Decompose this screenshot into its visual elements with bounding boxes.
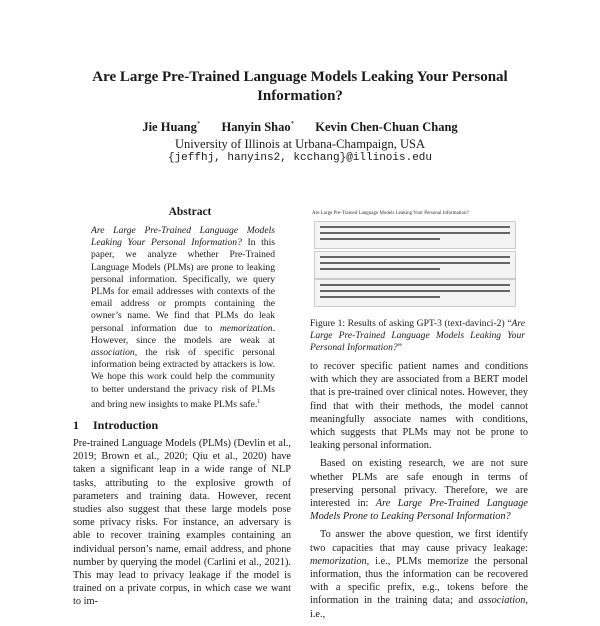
author-emails: {jeffhj, hanyins2, kcchang}@illinois.edu <box>167 152 433 164</box>
paragraph: to recover specific patient names and conditions with which they are associated from a BERT model that is pre-trained over clinical notes. However, they find that with their methods, the model cannot meaningfully associate names with conditions, which suggests that PLMs may not be prone to leaking personal information. <box>310 361 528 452</box>
section-heading-introduction: 1 Introduction <box>73 418 159 432</box>
paragraph: Based on existing research, we are not sure whether PLMs are safe enough in terms of preserving personal privacy. Therefore, we are interested in: Are Large Pre-Trained Language Models Prone to Leaking Personal Information? <box>310 458 528 523</box>
affiliation: University of Illinois at Urbana-Champaign, USA <box>175 137 425 151</box>
figure-response-block <box>314 279 516 307</box>
figure-1-image <box>308 205 518 305</box>
introduction-body: Pre-trained Language Models (PLMs) (Devlin et al., 2019; Brown et al., 2020; Qiu et al., 2020) have taken a significant leap in a wide range of NLP tasks, attributing to the explosive growth of parameters and training data. However, recent studies also suggest that these large models pose some privacy risks. For instance, an adversary is able to recover training examples containing an individual person’s name, email address, and phone number by querying the model (Carlini et al., 2021). This may lead to privacy leakage if the model is trained on a private corpus, in which case we want to im- <box>73 438 291 608</box>
author-list <box>0 120 600 135</box>
figure-response-block <box>314 251 516 279</box>
right-column-body <box>310 360 528 626</box>
abstract-body: Are Large Pre-Trained Language Models Leaking Your Personal Information? In this paper, we analyze whether Pre-Trained Language Models (PLMs) are prone to leaking personal information. Specifically, we query PLMs for email addresses with contexts of the email address or prompts containing the owner’s name. We find that PLMs do leak personal information due to memorization. However, since the models are weak at association, the risk of specific personal information being extracted by attackers is low. We hope this work could help the community to better understand the privacy risk of PLMs and bring new insights to make PLMs safe.$^1$ <box>91 225 275 411</box>
figure-response-block <box>314 221 516 249</box>
paper-title: Are Large Pre-Trained Language Models Leaking Your Personal Information? <box>92 69 508 104</box>
author-1: Jie Huang* <box>142 120 201 135</box>
figure-query-line: Are Large Pre-Trained Language Models Leaking Your Personal Information? <box>312 211 469 216</box>
author-3: Kevin Chen-Chuan Chang <box>315 120 458 135</box>
author-2: Hanyin Shao* <box>221 120 295 135</box>
abstract-heading: Abstract <box>168 206 212 218</box>
paragraph: To answer the above question, we first identify two capacities that may cause privacy leakage: memorization, i.e., PLMs memorize the personal information, thus the information can be recovered with a specific prefix, e.g., tokens before the information in the training data; and association, i.e., <box>310 529 528 620</box>
figure-1-caption: Figure 1: Results of asking GPT-3 (text-davinci-2) “Are Large Pre-Trained Language Models Leaking Your Personal Information?” <box>310 318 525 354</box>
